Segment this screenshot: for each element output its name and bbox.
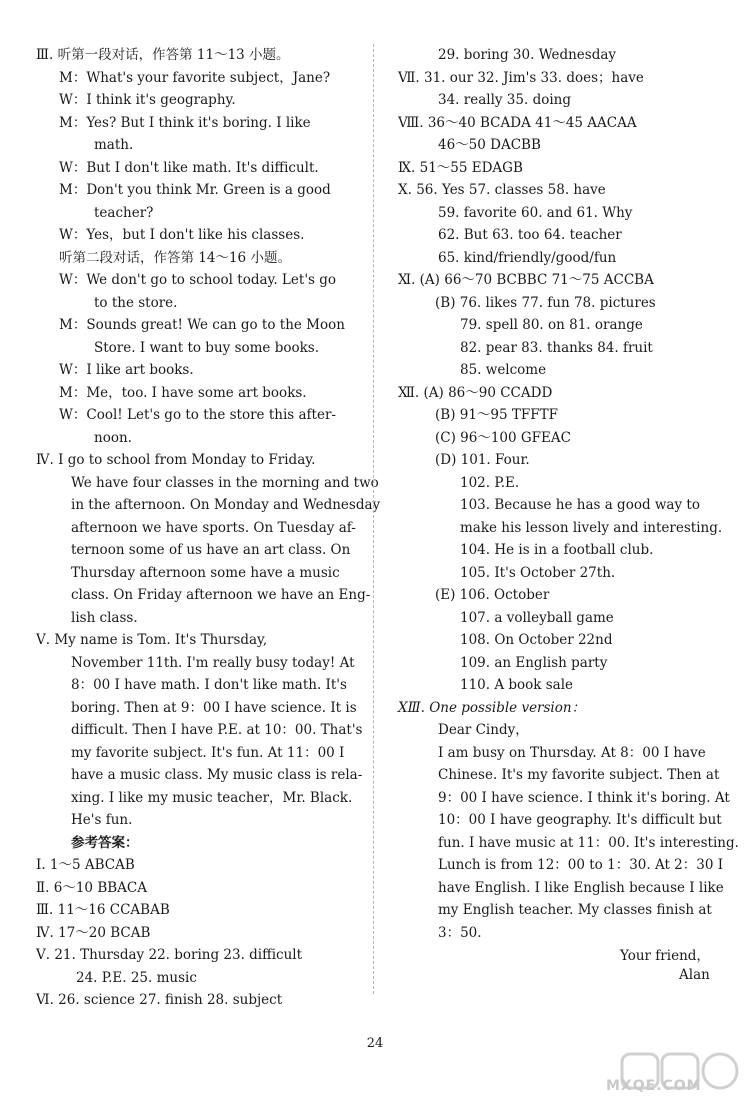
right-column-line: Ⅹ. 56. Yes 57. classes 58. have	[398, 182, 606, 198]
right-column-line: 104. He is in a football club.	[460, 542, 654, 558]
right-column-line: 107. a volleyball game	[460, 609, 614, 626]
left-column-line: November 11th. I'm really busy today! At	[71, 654, 355, 671]
left-column-line: noon.	[94, 429, 132, 446]
right-column-line: Chinese. It's my favorite subject. Then at	[438, 767, 720, 783]
left-column-line: W：Cool! Let's go to the store this after-	[59, 407, 336, 423]
right-column-line: 9：00 I have science. I think it's boring. At	[438, 789, 730, 806]
left-column-line: math.	[94, 137, 134, 153]
right-column-line: 62. But 63. too 64. teacher	[438, 227, 622, 243]
left-column-line: 参考答案：	[71, 834, 139, 851]
right-column-line: 34. really 35. doing	[438, 92, 571, 108]
left-column-line: W：We don't go to school today. Let's go	[59, 272, 337, 288]
right-column-line: (B) 91～95 TFFTF	[435, 407, 559, 423]
right-column-line: I am busy on Thursday. At 8：00 I have	[438, 744, 706, 761]
right-column-line: 29. boring 30. Wednesday	[438, 47, 617, 63]
left-column-line: W：Yes，but I don't like his classes.	[59, 227, 305, 243]
left-column-line: have a music class. My music class is rela-	[71, 767, 363, 783]
left-column-line: Store. I want to buy some books.	[94, 339, 319, 356]
left-column-line: M：Don't you think Mr. Green is a good	[59, 182, 331, 198]
left-column-line: Ⅲ. 11～16 CCABAB	[36, 902, 170, 918]
left-column-line: W：I think it's geography.	[59, 92, 236, 108]
left-column-line: Ⅳ. I go to school from Monday to Friday.	[36, 452, 316, 468]
left-column-line: xing. I like my music teacher，Mr. Black.	[71, 789, 353, 806]
right-column-line: (C) 96～100 GFEAC	[435, 429, 571, 446]
right-column-line: 108. On October 22nd	[460, 632, 613, 648]
left-column-line: class. On Friday afternoon we have an Eng-	[71, 587, 371, 603]
left-column-line: 8：00 I have math. I don't like math. It's	[71, 677, 347, 693]
left-column-line: Ⅳ. 17～20 BCAB	[36, 924, 151, 941]
letter-closing: Your friend，	[620, 948, 710, 964]
left-column-line: boring. Then at 9：00 I have science. It is	[71, 699, 357, 716]
column-divider	[373, 44, 374, 994]
right-column-line: 46～50 DACBB	[438, 137, 541, 153]
left-column-line: lish class.	[71, 609, 138, 626]
right-column-line: Ⅶ. 31. our 32. Jim's 33. does；have	[398, 69, 644, 86]
right-column-line: XⅢ. One possible version：	[398, 699, 586, 716]
right-column-line: Dear Cindy，	[438, 722, 529, 738]
right-column-line: make his lesson lively and interesting.	[460, 519, 723, 536]
left-column-line: M：Me，too. I have some art books.	[59, 384, 307, 401]
left-column-line: M：Yes? But I think it's boring. I like	[59, 114, 311, 131]
right-column-line: (E) 106. October	[435, 587, 550, 603]
right-column-line: Lunch is from 12：00 to 1：30. At 2：30 I	[438, 857, 724, 873]
right-column-line: (D) 101. Four.	[435, 452, 530, 468]
right-column-line: 109. an English party	[460, 654, 608, 671]
right-column-line: (B) 76. likes 77. fun 78. pictures	[435, 294, 656, 311]
right-column-line: fun. I have music at 11：00. It's interesting.	[438, 834, 739, 851]
right-column-line: 79. spell 80. on 81. orange	[460, 317, 643, 333]
left-column-line: to the store.	[94, 294, 178, 311]
letter-signature: Alan	[679, 967, 710, 983]
left-column-line: We have four classes in the morning and two	[71, 474, 379, 491]
left-column-line: my favorite subject. It's fun. At 11：00 I	[71, 744, 345, 761]
left-column-line: Ⅵ. 26. science 27. finish 28. subject	[36, 992, 283, 1008]
left-column-line: Ⅰ. 1～5 ABCAB	[36, 857, 135, 873]
right-column-line: my English teacher. My classes finish at	[438, 902, 712, 918]
left-column-line: in the afternoon. On Monday and Wednesday	[71, 497, 381, 513]
left-column-line: Ⅴ. 21. Thursday 22. boring 23. difficult	[36, 947, 303, 963]
left-column-line: afternoon we have sports. On Tuesday af-	[71, 519, 356, 536]
right-column-line: 82. pear 83. thanks 84. fruit	[460, 339, 653, 356]
right-column-line: Ⅸ. 51～55 EDAGB	[398, 159, 523, 176]
right-column-line: 105. It's October 27th.	[460, 564, 616, 581]
left-column-line: 听第二段对话，作答第 14～16 小题。	[59, 249, 291, 266]
right-column-line: Ⅷ. 36～40 BCADA 41～45 AACAA	[398, 114, 637, 131]
left-column-line: W：I like art books.	[59, 362, 194, 378]
left-column-line: teacher?	[94, 204, 154, 221]
left-column-line: W：But I don't like math. It's difficult.	[59, 159, 319, 176]
left-column-line: Thursday afternoon some have a music	[71, 564, 340, 581]
left-column	[36, 44, 381, 1012]
right-column-line: 110. A book sale	[460, 677, 574, 693]
left-column-line: M：What's your favorite subject，Jane?	[59, 69, 331, 86]
left-column-line: Ⅱ. 6～10 BBACA	[36, 879, 147, 896]
right-column-line: Ⅺ. (A) 66～70 BCBBC 71～75 ACCBA	[398, 272, 654, 288]
right-column-line: 85. welcome	[460, 362, 547, 378]
right-column-line: 59. favorite 60. and 61. Why	[438, 204, 633, 221]
right-column-line: 103. Because he has a good way to	[460, 497, 700, 513]
left-column-line: difficult. Then I have P.E. at 10：00. That's	[71, 722, 363, 738]
right-column-line: 10：00 I have geography. It's difficult but	[438, 812, 722, 828]
watermark-text: MXQE.COM	[606, 1078, 702, 1094]
right-column	[398, 44, 739, 944]
right-column-line: Ⅻ. (A) 86～90 CCADD	[398, 384, 553, 401]
left-column-line: ternoon some of us have an art class. On	[71, 542, 351, 558]
left-column-line: 24. P.E. 25. music	[76, 969, 197, 986]
right-column-line: 65. kind/friendly/good/fun	[438, 249, 617, 266]
right-column-line: 102. P.E.	[460, 474, 520, 491]
left-column-line: Ⅲ. 听第一段对话，作答第 11～13 小题。	[36, 47, 290, 63]
page-number: 24	[366, 1036, 384, 1051]
right-column-line: have English. I like English because I like	[438, 879, 724, 896]
left-column-line: M：Sounds great! We can go to the Moon	[59, 317, 345, 333]
right-column-line: 3：50.	[438, 924, 482, 941]
left-column-line: Ⅴ. My name is Tom. It's Thursday,	[36, 632, 268, 648]
left-column-line: He's fun.	[71, 812, 133, 828]
